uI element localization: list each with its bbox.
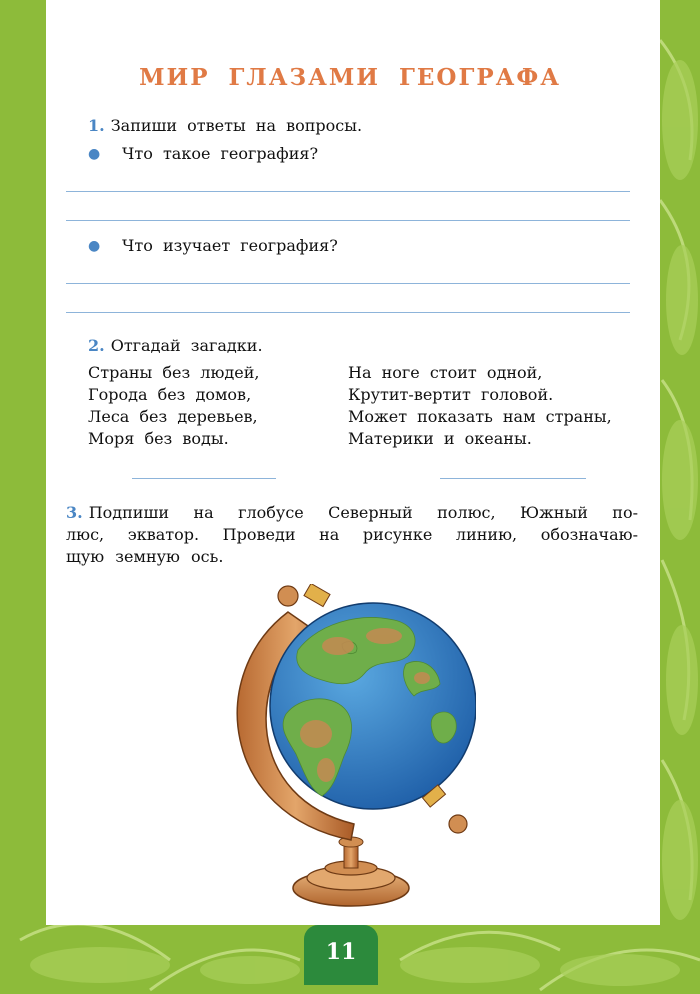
riddle-line: Моря без воды. xyxy=(88,429,229,448)
globe-illustration[interactable] xyxy=(226,584,476,914)
task2-heading xyxy=(88,336,263,355)
page-number-tab xyxy=(304,925,378,985)
task2-text: Отгадай загадки. xyxy=(110,336,263,355)
task3-line-1: 3. Подпиши на глобусе Северный полюс, Южный по- xyxy=(66,503,638,522)
riddle-line: Материки и океаны. xyxy=(348,429,532,448)
bullet-icon: ● xyxy=(88,238,101,254)
answer-line[interactable] xyxy=(66,191,630,192)
answer-line[interactable] xyxy=(66,283,630,284)
riddle-line: Крутит-вертит головой. xyxy=(348,385,554,404)
task3-text xyxy=(66,502,638,568)
answer-line[interactable] xyxy=(66,220,630,221)
riddle-2 xyxy=(348,362,612,450)
bullet-icon: ● xyxy=(88,146,101,162)
riddle-2-answer-line[interactable] xyxy=(440,478,586,479)
page-number: 11 xyxy=(325,939,357,965)
riddle-line: Страны без людей, xyxy=(88,363,260,382)
riddle-1 xyxy=(88,362,259,450)
task3-line-2: люс, экватор. Проведи на рисунке линию, обозначаю- xyxy=(66,525,638,544)
task1-text: Запиши ответы на вопросы. xyxy=(110,116,363,135)
task3-number: 3. xyxy=(66,503,83,522)
question-1: Что такое география? xyxy=(122,144,319,163)
answer-line[interactable] xyxy=(66,312,630,313)
riddle-1-answer-line[interactable] xyxy=(132,478,276,479)
page-title: МИР ГЛАЗАМИ ГЕОГРАФА xyxy=(139,64,561,91)
riddle-line: Города без домов, xyxy=(88,385,252,404)
question-2: Что изучает география? xyxy=(122,236,338,255)
task1-heading xyxy=(88,116,362,135)
task1-number: 1. xyxy=(88,116,105,135)
riddle-line: На ноге стоит одной, xyxy=(348,363,543,382)
task2-number: 2. xyxy=(88,336,105,355)
task3-line-3: щую земную ось. xyxy=(66,547,224,566)
riddle-line: Леса без деревьев, xyxy=(88,407,258,426)
riddle-line: Может показать нам страны, xyxy=(348,407,612,426)
